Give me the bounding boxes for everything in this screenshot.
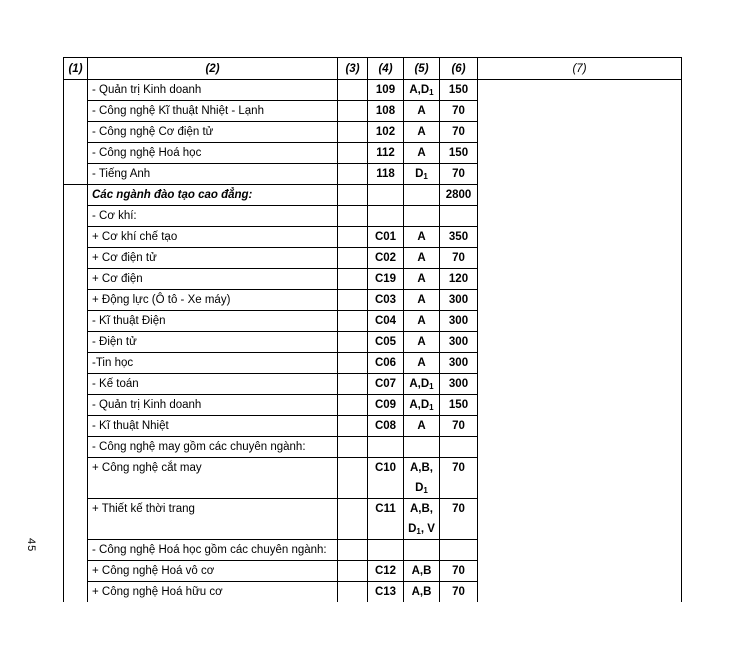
exam-block-text: A,D bbox=[409, 378, 430, 390]
table-row bbox=[64, 458, 682, 499]
exam-block-tail-2: , V bbox=[420, 523, 435, 535]
table-row bbox=[64, 269, 682, 290]
table-row bbox=[64, 416, 682, 437]
col7-cell bbox=[478, 353, 682, 374]
col7-cell bbox=[478, 540, 682, 561]
program-name: - Tiếng Anh bbox=[88, 164, 338, 185]
quota: 300 bbox=[440, 290, 478, 311]
col7-cell bbox=[478, 206, 682, 227]
exam-block bbox=[404, 185, 440, 206]
exam-block-text: A bbox=[417, 273, 426, 285]
exam-block-subscript: 1 bbox=[429, 88, 434, 97]
quota: 150 bbox=[440, 143, 478, 164]
col1-cell bbox=[64, 540, 88, 561]
col1-cell bbox=[64, 561, 88, 582]
col3-cell bbox=[338, 458, 368, 499]
exam-block-text: A,B bbox=[411, 586, 432, 598]
col3-cell bbox=[338, 248, 368, 269]
program-code: 108 bbox=[368, 101, 404, 122]
col3-cell bbox=[338, 353, 368, 374]
col1-cell bbox=[64, 499, 88, 540]
col3-cell bbox=[338, 374, 368, 395]
col3-cell bbox=[338, 540, 368, 561]
header-col-6: (6) bbox=[440, 58, 478, 80]
col3-cell bbox=[338, 80, 368, 101]
program-name: + Thiết kế thời trang bbox=[88, 499, 338, 540]
col7-cell bbox=[478, 185, 682, 206]
table-row bbox=[64, 561, 682, 582]
program-code: 109 bbox=[368, 80, 404, 101]
exam-block-line bbox=[408, 353, 435, 373]
col3-cell bbox=[338, 290, 368, 311]
program-name: - Quản trị Kinh doanh bbox=[88, 395, 338, 416]
col7-cell bbox=[478, 122, 682, 143]
col3-cell bbox=[338, 416, 368, 437]
header-col-4: (4) bbox=[368, 58, 404, 80]
exam-block-subscript: 1 bbox=[429, 382, 434, 391]
quota: 70 bbox=[440, 164, 478, 185]
admissions-table bbox=[63, 57, 682, 602]
exam-block-line bbox=[408, 101, 435, 121]
program-code: C05 bbox=[368, 332, 404, 353]
quota: 300 bbox=[440, 374, 478, 395]
table-row bbox=[64, 164, 682, 185]
exam-block bbox=[404, 437, 440, 458]
exam-block-line-2 bbox=[408, 519, 435, 539]
program-name: + Động lực (Ô tô - Xe máy) bbox=[88, 290, 338, 311]
col7-cell bbox=[478, 269, 682, 290]
exam-block bbox=[404, 143, 440, 164]
col3-cell bbox=[338, 395, 368, 416]
quota: 2800 bbox=[440, 185, 478, 206]
table-row bbox=[64, 374, 682, 395]
exam-block bbox=[404, 353, 440, 374]
exam-block-subscript: 1 bbox=[423, 172, 428, 181]
col1-cell bbox=[64, 458, 88, 499]
exam-block bbox=[404, 311, 440, 332]
quota: 70 bbox=[440, 416, 478, 437]
program-code: C09 bbox=[368, 395, 404, 416]
exam-block-text: A bbox=[417, 147, 426, 159]
table-row bbox=[64, 499, 682, 540]
program-code bbox=[368, 185, 404, 206]
exam-block bbox=[404, 269, 440, 290]
exam-block bbox=[404, 290, 440, 311]
col1-cell bbox=[64, 143, 88, 164]
col7-cell bbox=[478, 311, 682, 332]
program-code: C02 bbox=[368, 248, 404, 269]
quota: 300 bbox=[440, 332, 478, 353]
exam-block-line bbox=[408, 332, 435, 352]
col7-cell bbox=[478, 101, 682, 122]
program-code: C08 bbox=[368, 416, 404, 437]
program-code: C04 bbox=[368, 311, 404, 332]
exam-block-text: A bbox=[417, 420, 426, 432]
exam-block bbox=[404, 122, 440, 143]
exam-block bbox=[404, 332, 440, 353]
program-name: + Cơ khí chế tạo bbox=[88, 227, 338, 248]
table-row bbox=[64, 332, 682, 353]
exam-block-subscript-2: 1 bbox=[416, 527, 421, 536]
program-code: C01 bbox=[368, 227, 404, 248]
exam-block-text: A,D bbox=[409, 84, 430, 96]
exam-block-text: A bbox=[417, 336, 426, 348]
table-row bbox=[64, 540, 682, 561]
exam-block-line bbox=[408, 458, 435, 478]
table-row bbox=[64, 122, 682, 143]
col3-cell bbox=[338, 499, 368, 540]
table-row bbox=[64, 437, 682, 458]
col3-cell bbox=[338, 122, 368, 143]
exam-block-line bbox=[408, 561, 435, 581]
program-code bbox=[368, 206, 404, 227]
col1-cell bbox=[64, 437, 88, 458]
program-name: + Công nghệ cắt may bbox=[88, 458, 338, 499]
quota bbox=[440, 206, 478, 227]
exam-block-line bbox=[408, 227, 435, 247]
exam-block-subscript: 1 bbox=[429, 403, 434, 412]
exam-block-text: A bbox=[417, 315, 426, 327]
program-name: -Tin học bbox=[88, 353, 338, 374]
program-code: C06 bbox=[368, 353, 404, 374]
quota: 70 bbox=[440, 122, 478, 143]
exam-block bbox=[404, 395, 440, 416]
quota: 70 bbox=[440, 101, 478, 122]
program-code: C13 bbox=[368, 582, 404, 603]
exam-block-line bbox=[408, 122, 435, 142]
col7-cell bbox=[478, 395, 682, 416]
col1-cell bbox=[64, 248, 88, 269]
col7-cell bbox=[478, 143, 682, 164]
col3-cell bbox=[338, 164, 368, 185]
table-row bbox=[64, 206, 682, 227]
program-name: - Công nghệ may gồm các chuyên ngành: bbox=[88, 437, 338, 458]
program-name: - Công nghệ Hoá học gồm các chuyên ngành: bbox=[88, 540, 338, 561]
col7-cell bbox=[478, 437, 682, 458]
quota: 300 bbox=[440, 311, 478, 332]
quota: 350 bbox=[440, 227, 478, 248]
table-row bbox=[64, 101, 682, 122]
quota: 70 bbox=[440, 582, 478, 603]
col3-cell bbox=[338, 227, 368, 248]
table-row bbox=[64, 353, 682, 374]
col1-cell bbox=[64, 311, 88, 332]
program-name: - Kĩ thuật Điện bbox=[88, 311, 338, 332]
exam-block bbox=[404, 416, 440, 437]
exam-block-line bbox=[408, 499, 435, 519]
exam-block-line bbox=[408, 374, 435, 394]
table-row bbox=[64, 582, 682, 603]
exam-block bbox=[404, 540, 440, 561]
col7-cell bbox=[478, 561, 682, 582]
exam-block bbox=[404, 458, 440, 499]
program-name: + Cơ điện tử bbox=[88, 248, 338, 269]
exam-block bbox=[404, 206, 440, 227]
col7-cell bbox=[478, 416, 682, 437]
program-name: - Công nghệ Cơ điện tử bbox=[88, 122, 338, 143]
col3-cell bbox=[338, 206, 368, 227]
col7-cell bbox=[478, 582, 682, 603]
col7-cell bbox=[478, 458, 682, 499]
exam-block bbox=[404, 101, 440, 122]
program-name: - Cơ khí: bbox=[88, 206, 338, 227]
program-name: - Điện tử bbox=[88, 332, 338, 353]
header-row bbox=[64, 58, 682, 80]
program-code bbox=[368, 540, 404, 561]
table-row bbox=[64, 185, 682, 206]
exam-block bbox=[404, 374, 440, 395]
exam-block bbox=[404, 561, 440, 582]
exam-block-line bbox=[408, 80, 435, 100]
program-code: C11 bbox=[368, 499, 404, 540]
exam-block-line bbox=[408, 311, 435, 331]
program-name: - Kĩ thuật Nhiệt bbox=[88, 416, 338, 437]
exam-block-line bbox=[408, 269, 435, 289]
program-name: + Cơ điện bbox=[88, 269, 338, 290]
col3-cell bbox=[338, 332, 368, 353]
exam-block-line bbox=[408, 143, 435, 163]
table-row bbox=[64, 290, 682, 311]
exam-block bbox=[404, 582, 440, 603]
exam-block bbox=[404, 248, 440, 269]
table-row bbox=[64, 395, 682, 416]
program-code bbox=[368, 437, 404, 458]
col1-cell bbox=[64, 80, 88, 101]
col1-cell bbox=[64, 164, 88, 185]
exam-block-line bbox=[408, 395, 435, 415]
quota: 120 bbox=[440, 269, 478, 290]
col1-cell bbox=[64, 269, 88, 290]
exam-block-line bbox=[408, 248, 435, 268]
program-name: - Công nghệ Kĩ thuật Nhiệt - Lạnh bbox=[88, 101, 338, 122]
quota: 70 bbox=[440, 499, 478, 540]
program-code: C07 bbox=[368, 374, 404, 395]
col3-cell bbox=[338, 582, 368, 603]
exam-block-text-2: D bbox=[415, 482, 424, 494]
col3-cell bbox=[338, 311, 368, 332]
col1-cell bbox=[64, 206, 88, 227]
header-col-3: (3) bbox=[338, 58, 368, 80]
col1-cell bbox=[64, 122, 88, 143]
exam-block-text: A bbox=[417, 126, 426, 138]
page-number: 45 bbox=[25, 538, 37, 553]
exam-block-text-2: D bbox=[408, 523, 417, 535]
program-code: C10 bbox=[368, 458, 404, 499]
col1-cell bbox=[64, 395, 88, 416]
col7-cell bbox=[478, 164, 682, 185]
table-row bbox=[64, 80, 682, 101]
exam-block-line-2 bbox=[408, 478, 435, 498]
quota: 150 bbox=[440, 395, 478, 416]
exam-block-text: A bbox=[417, 357, 426, 369]
program-code: 112 bbox=[368, 143, 404, 164]
quota bbox=[440, 437, 478, 458]
exam-block-subscript-2: 1 bbox=[423, 486, 428, 495]
col1-cell bbox=[64, 101, 88, 122]
header-col-7: (7) bbox=[478, 58, 682, 80]
quota bbox=[440, 540, 478, 561]
exam-block-line bbox=[408, 290, 435, 310]
quota: 70 bbox=[440, 248, 478, 269]
exam-block-text: A,B bbox=[411, 565, 432, 577]
program-name: + Công nghệ Hoá hữu cơ bbox=[88, 582, 338, 603]
col3-cell bbox=[338, 561, 368, 582]
exam-block bbox=[404, 164, 440, 185]
exam-block bbox=[404, 227, 440, 248]
col1-cell bbox=[64, 227, 88, 248]
col3-cell bbox=[338, 437, 368, 458]
program-code: C03 bbox=[368, 290, 404, 311]
header-col-1: (1) bbox=[64, 58, 88, 80]
quota: 300 bbox=[440, 353, 478, 374]
col1-cell bbox=[64, 582, 88, 603]
table-body bbox=[64, 80, 682, 603]
col1-cell bbox=[64, 353, 88, 374]
table-row bbox=[64, 143, 682, 164]
col3-cell bbox=[338, 185, 368, 206]
program-name: - Quản trị Kinh doanh bbox=[88, 80, 338, 101]
quota: 70 bbox=[440, 458, 478, 499]
col1-cell bbox=[64, 290, 88, 311]
col1-cell bbox=[64, 374, 88, 395]
header-col-2: (2) bbox=[88, 58, 338, 80]
exam-block-text: A bbox=[417, 105, 426, 117]
program-code: C12 bbox=[368, 561, 404, 582]
program-name: - Công nghệ Hoá học bbox=[88, 143, 338, 164]
program-name: + Công nghệ Hoá vô cơ bbox=[88, 561, 338, 582]
col1-cell bbox=[64, 185, 88, 206]
col7-cell bbox=[478, 290, 682, 311]
exam-block-line bbox=[408, 582, 435, 602]
col7-cell bbox=[478, 332, 682, 353]
col1-cell bbox=[64, 332, 88, 353]
col1-cell bbox=[64, 416, 88, 437]
exam-block-line bbox=[408, 416, 435, 436]
program-name: - Kế toán bbox=[88, 374, 338, 395]
exam-block-text: A bbox=[417, 231, 426, 243]
col7-cell bbox=[478, 80, 682, 101]
exam-block-text: A,D bbox=[409, 399, 430, 411]
exam-block bbox=[404, 80, 440, 101]
col7-cell bbox=[478, 374, 682, 395]
exam-block bbox=[404, 499, 440, 540]
header-col-5: (5) bbox=[404, 58, 440, 80]
quota: 70 bbox=[440, 561, 478, 582]
col3-cell bbox=[338, 101, 368, 122]
exam-block-text: A bbox=[417, 252, 426, 264]
col7-cell bbox=[478, 499, 682, 540]
program-name: Các ngành đào tạo cao đẳng: bbox=[88, 185, 338, 206]
program-code: 118 bbox=[368, 164, 404, 185]
col3-cell bbox=[338, 269, 368, 290]
exam-block-text: A,B, bbox=[410, 503, 433, 515]
exam-block-text: D bbox=[415, 168, 424, 180]
table-row bbox=[64, 311, 682, 332]
col7-cell bbox=[478, 227, 682, 248]
program-code: 102 bbox=[368, 122, 404, 143]
exam-block-text: A bbox=[417, 294, 426, 306]
table-row bbox=[64, 227, 682, 248]
exam-block-text: A,B, bbox=[410, 462, 433, 474]
col3-cell bbox=[338, 143, 368, 164]
quota: 150 bbox=[440, 80, 478, 101]
table-row bbox=[64, 248, 682, 269]
col7-cell bbox=[478, 248, 682, 269]
exam-block-line bbox=[408, 164, 435, 184]
program-code: C19 bbox=[368, 269, 404, 290]
